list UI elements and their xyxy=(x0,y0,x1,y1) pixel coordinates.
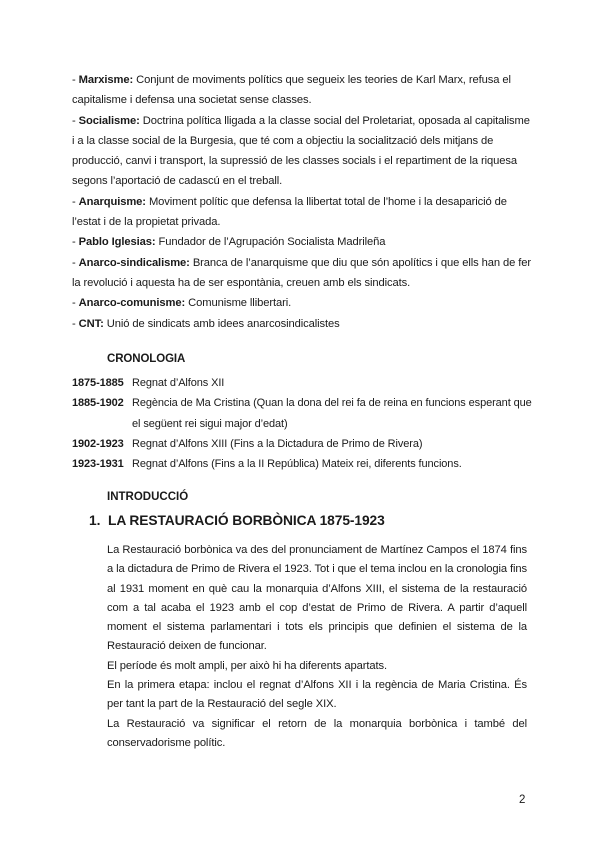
glossary-item-pablo-iglesias: - Pablo Iglesias: Fundador de l’Agrupación Socialista Madrileña xyxy=(72,236,386,249)
glossary-item-marxisme: - Marxisme: Conjunt de moviments polítics que segueix les teories de Karl Marx, refusa el capitalisme i defensa una societat sense classes. xyxy=(72,74,511,107)
glossary-definition: Comunisme llibertari. xyxy=(188,297,292,310)
glossary-definition: Doctrina política lligada a la classe social del Proletariat, oposada al capitalisme i a la classe social de la Burgesia, que té com a objectiu la socialització dels mitjans de producció, canvi i transport, la supressió de les classes socials i el repartiment de la riquesa segons l’aportació de cadascú en el treball. xyxy=(72,114,530,188)
glossary-term: CNT: xyxy=(78,317,104,330)
chronology-row xyxy=(72,454,532,474)
glossary-item-anarquisme: - Anarquisme: Moviment polític que defensa la llibertat total de l’home i la desaparició de l’estat i de la propietat privada. xyxy=(72,195,507,229)
chronology-years: 1902-1923 xyxy=(72,437,124,450)
glossary-term: Marxisme: xyxy=(78,74,134,86)
glossary-item-anarco-sindicalisme: - Anarco-sindicalisme: Branca de l’anarquisme que diu que són apolítics i que ells han de fer la revolució i aquesta ha de ser espontània, creuen amb els sindicats. xyxy=(72,256,531,289)
glossary-definition: Fundador de l’Agrupación Socialista Madrileña xyxy=(158,236,386,249)
page-number: 2 xyxy=(519,794,526,806)
chronology-years: 1885-1902 xyxy=(72,397,124,410)
chronology-years: 1875-1885 xyxy=(72,377,124,389)
body-paragraph: La Restauració va significar el retorn de la monarquia borbònica i també del conservadorisme polític. xyxy=(107,717,527,749)
glossary-definition: Conjunt de moviments polítics que segueix les teories de Karl Marx, refusa el capitalisme i defensa una societat sense classes. xyxy=(72,74,511,107)
section-body xyxy=(107,541,527,753)
chronology-title: CRONOLOGIA xyxy=(107,353,186,365)
body-paragraph: En la primera etapa: inclou el regnat d’Alfons XII i la regència de Maria Cristina. És per tant la part de la Restauració del segle XIX. xyxy=(107,679,527,711)
section-heading xyxy=(89,513,385,528)
intro-title: INTRODUCCIÓ xyxy=(107,491,189,503)
chronology-description: Regnat d’Alfons (Fins a la II República) Mateix rei, diferents funcions. xyxy=(132,458,462,471)
chronology-years: 1923-1931 xyxy=(72,458,124,471)
chronology-row xyxy=(72,393,532,434)
section-title: LA RESTAURACIÓ BORBÒNICA 1875-1923 xyxy=(108,513,385,528)
chronology-description: Regència de Ma Cristina (Quan la dona del rei fa de reina en funcions esperant que el següent rei sigui major d’edat) xyxy=(132,397,532,430)
chronology-description: Regnat d’Alfons XIII (Fins a la Dictadura de Primo de Rivera) xyxy=(132,437,423,450)
body-paragraph: La Restauració borbònica va des del pronunciament de Martínez Campos el 1874 fins a la dictadura de Primo de Rivera el 1923. Tot i que el tema inclou en la cronologia fins al 1931 moment en què cau la monarquia d’Alfons XIII, el sistema de la restauració com a tal acaba el 1923 amb el cop d’estat de Primo de Rivera. A partir d’aquell moment el sistema parlamentari i tots els principis que definien el sistema de la Restauració deixen de funcionar. xyxy=(107,544,527,653)
section-number: 1. xyxy=(89,513,101,528)
glossary-item-anarco-comunisme: - Anarco-comunisme: Comunisme llibertari. xyxy=(72,297,292,310)
glossary-term: Anarco-sindicalisme: xyxy=(78,256,190,269)
chronology-list xyxy=(72,373,532,474)
chronology-row xyxy=(72,373,532,393)
glossary-term: Pablo Iglesias: xyxy=(78,236,156,249)
glossary-definition: Unió de sindicats amb idees anarcosindicalistes xyxy=(106,317,340,330)
chronology-row xyxy=(72,434,532,454)
glossary-definition: Moviment polític que defensa la llibertat total de l’home i la desaparició de l’estat i de la propietat privada. xyxy=(72,195,507,229)
glossary-list xyxy=(72,70,532,334)
glossary-term: Anarquisme: xyxy=(78,195,146,208)
glossary-term: Socialisme: xyxy=(78,114,140,127)
glossary-item-socialisme: - Socialisme: Doctrina política lligada a la classe social del Proletariat, oposada al capitalisme i a la classe social de la Burgesia, que té com a objectiu la socialització dels mitjans de producció, canvi i transport, la supressió de les classes socials i el repartiment de la riquesa segons l’aportació de cadascú en el treball. xyxy=(72,114,530,188)
glossary-definition: Branca de l’anarquisme que diu que són apolítics i que ells han de fer la revolució i aquesta ha de ser espontània, creuen amb els sindicats. xyxy=(72,256,531,289)
body-paragraph: El període és molt ampli, per això hi ha diferents apartats. xyxy=(107,659,388,672)
glossary-item-cnt: - CNT: Unió de sindicats amb idees anarcosindicalistes xyxy=(72,317,340,330)
glossary-term: Anarco-comunisme: xyxy=(78,297,186,310)
chronology-description: Regnat d’Alfons XII xyxy=(132,377,225,389)
